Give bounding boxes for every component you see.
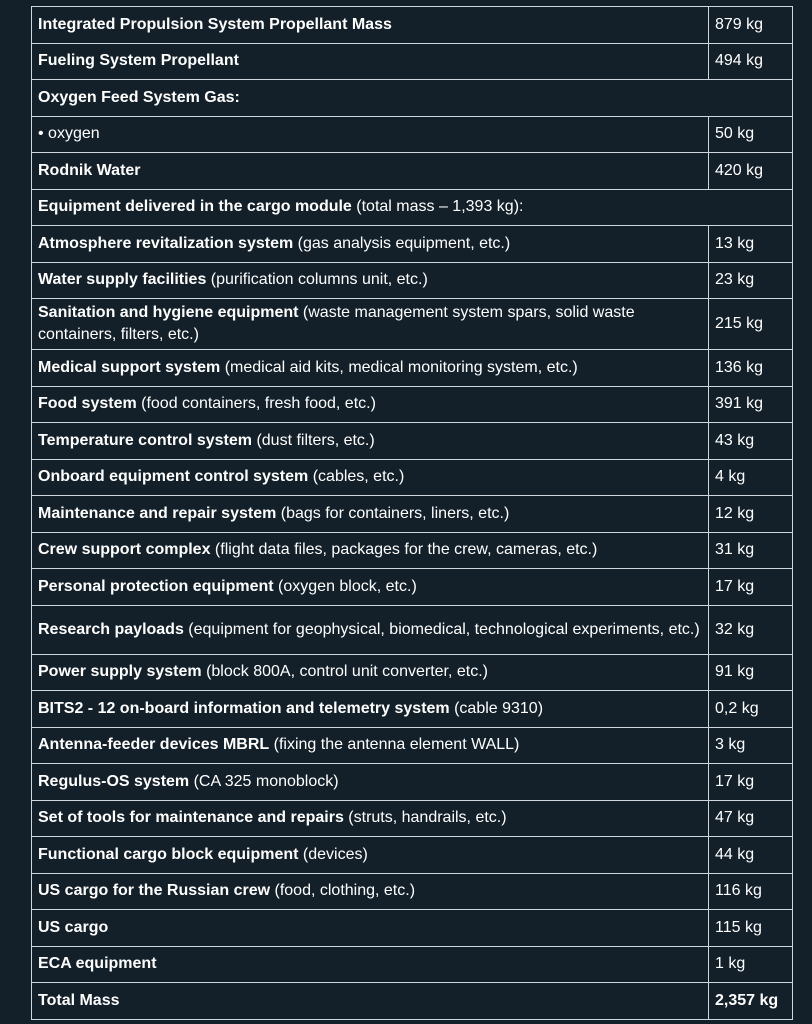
mass-cell: 31 kg [709, 532, 793, 569]
item-name: Personal protection equipment [38, 577, 274, 595]
item-description: (cable 9310) [449, 699, 544, 717]
item-name: Oxygen Feed System Gas: [38, 88, 240, 106]
table-row [32, 116, 793, 153]
table-row [32, 837, 793, 874]
item-name: US cargo [38, 918, 109, 936]
item-description: (bags for containers, liners, etc.) [276, 504, 510, 522]
table-row [32, 299, 793, 350]
item-name: BITS2 - 12 on-board information and telemetry system [38, 699, 450, 717]
table-row [32, 80, 793, 117]
table-row [32, 7, 793, 44]
mass-cell: 44 kg [709, 837, 793, 874]
mass-cell: 13 kg [709, 226, 793, 263]
table-row [32, 873, 793, 910]
table-row [32, 423, 793, 460]
item-cell [32, 873, 709, 910]
item-description: (devices) [298, 845, 368, 863]
item-cell [32, 116, 709, 153]
item-name: Water supply facilities [38, 271, 207, 289]
item-name: Sanitation and hygiene equipment [38, 304, 299, 321]
item-cell [32, 837, 709, 874]
table-row [32, 654, 793, 691]
item-name: Antenna-feeder devices MBRL [38, 736, 270, 754]
mass-cell: 12 kg [709, 496, 793, 533]
mass-cell: 879 kg [709, 7, 793, 44]
item-cell [32, 605, 709, 654]
item-description: (block 800A, control unit converter, etc.) [201, 663, 488, 681]
mass-cell: 136 kg [709, 350, 793, 387]
item-cell [32, 153, 709, 190]
item-description: (total mass – 1,393 kg): [351, 198, 524, 216]
item-name: Set of tools for maintenance and repairs [38, 809, 344, 827]
item-cell [32, 800, 709, 837]
item-cell [32, 691, 709, 728]
item-description: (cables, etc.) [308, 468, 405, 486]
table-row [32, 386, 793, 423]
item-name: US cargo for the Russian crew [38, 882, 271, 900]
mass-cell: 116 kg [709, 873, 793, 910]
cargo-mass-table-container [31, 6, 792, 1020]
item-cell [32, 299, 709, 350]
item-name: Onboard equipment control system [38, 468, 309, 486]
item-name: Equipment delivered in the cargo module [38, 198, 352, 216]
item-cell [32, 496, 709, 533]
mass-cell: 32 kg [709, 605, 793, 654]
item-name: Food system [38, 395, 137, 413]
table-body [32, 7, 793, 1020]
item-description: (CA 325 monoblock) [189, 772, 339, 790]
item-name: Crew support complex [38, 541, 211, 559]
table-row [32, 946, 793, 983]
mass-cell: 4 kg [709, 459, 793, 496]
item-cell [32, 80, 793, 117]
item-cell [32, 386, 709, 423]
item-name: Regulus-OS system [38, 772, 190, 790]
table-row [32, 189, 793, 226]
table-row [32, 459, 793, 496]
mass-cell: 0,2 kg [709, 691, 793, 728]
item-cell [32, 43, 709, 80]
item-name: Research payloads [38, 620, 184, 638]
mass-cell: 215 kg [709, 299, 793, 350]
item-description: (food containers, fresh food, etc.) [136, 395, 376, 413]
item-name: Rodnik Water [38, 161, 141, 179]
table-row [32, 800, 793, 837]
item-cell [32, 226, 709, 263]
table-row [32, 226, 793, 263]
table-row [32, 910, 793, 947]
mass-cell: 420 kg [709, 153, 793, 190]
mass-cell: 494 kg [709, 43, 793, 80]
mass-cell: 43 kg [709, 423, 793, 460]
item-name: Medical support system [38, 358, 221, 376]
table-row [32, 691, 793, 728]
item-description: (oxygen block, etc.) [273, 577, 417, 595]
table-row [32, 764, 793, 801]
item-cell [32, 910, 709, 947]
item-description: (medical aid kits, medical monitoring system, etc.) [220, 358, 578, 376]
item-name: Total Mass [38, 991, 120, 1009]
item-cell [32, 189, 793, 226]
item-cell [32, 262, 709, 299]
item-cell [32, 654, 709, 691]
item-description: (equipment for geophysical, biomedical, technological experiments, etc.) [183, 620, 700, 638]
table-row [32, 262, 793, 299]
item-description: (purification columns unit, etc.) [206, 271, 428, 289]
item-description: (dust filters, etc.) [252, 431, 375, 449]
item-description: (waste management system spars, solid waste containers, filters, etc.) [38, 304, 635, 343]
table-row [32, 496, 793, 533]
item-name: Maintenance and repair system [38, 504, 277, 522]
item-name: ECA equipment [38, 955, 157, 973]
mass-cell: 50 kg [709, 116, 793, 153]
item-name: Atmosphere revitalization system [38, 234, 294, 252]
item-name: Integrated Propulsion System Propellant Mass [38, 15, 392, 33]
mass-cell: 47 kg [709, 800, 793, 837]
item-cell [32, 727, 709, 764]
item-name: Temperature control system [38, 431, 252, 449]
mass-cell: 115 kg [709, 910, 793, 947]
item-name: Fueling System Propellant [38, 52, 239, 70]
table-row [32, 569, 793, 606]
item-description: (gas analysis equipment, etc.) [293, 234, 511, 252]
table-row [32, 43, 793, 80]
table-row [32, 153, 793, 190]
item-description: (flight data files, packages for the crew, cameras, etc.) [210, 541, 598, 559]
item-cell [32, 7, 709, 44]
item-cell [32, 764, 709, 801]
item-cell [32, 983, 709, 1020]
item-cell [32, 350, 709, 387]
item-cell [32, 459, 709, 496]
item-cell [32, 946, 709, 983]
mass-cell: 2,357 kg [709, 983, 793, 1020]
item-name: Power supply system [38, 663, 202, 681]
mass-cell: 23 kg [709, 262, 793, 299]
table-row [32, 605, 793, 654]
item-description: (struts, handrails, etc.) [343, 809, 507, 827]
mass-cell: 17 kg [709, 569, 793, 606]
item-name: Functional cargo block equipment [38, 845, 299, 863]
item-description: • oxygen [38, 125, 100, 143]
table-row [32, 350, 793, 387]
table-row [32, 532, 793, 569]
table-row [32, 983, 793, 1020]
mass-cell: 17 kg [709, 764, 793, 801]
mass-cell: 1 kg [709, 946, 793, 983]
mass-cell: 391 kg [709, 386, 793, 423]
table-row [32, 727, 793, 764]
item-cell [32, 569, 709, 606]
cargo-mass-table [31, 6, 793, 1020]
item-cell [32, 532, 709, 569]
mass-cell: 91 kg [709, 654, 793, 691]
item-cell [32, 423, 709, 460]
item-description: (food, clothing, etc.) [270, 882, 416, 900]
mass-cell: 3 kg [709, 727, 793, 764]
item-description: (fixing the antenna element WALL) [269, 736, 520, 754]
